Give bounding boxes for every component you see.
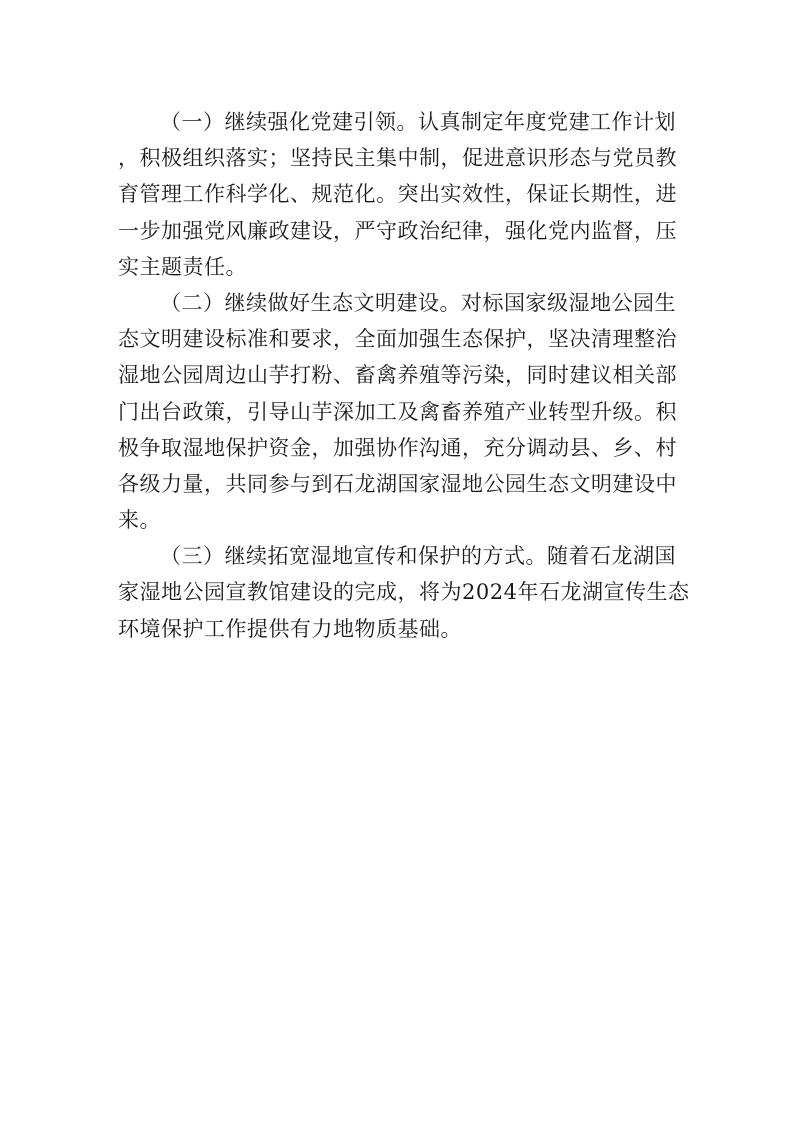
text-line: 态文明建设标准和要求，全面加强生态保护，坚决清理整治: [118, 327, 677, 352]
text-line: 湿地公园周边山芋打粉、畜禽养殖等污染，同时建议相关部: [118, 363, 677, 388]
text-line: 来。: [118, 508, 161, 533]
text-line: 育管理工作科学化、规范化。突出实效性，保证长期性，进: [118, 182, 677, 207]
text-line: 环境保护工作提供有力地物质基础。: [118, 616, 462, 641]
text-line: ，积极组织落实；坚持民主集中制，促进意识形态与党员教: [118, 146, 677, 171]
text-line: 门出台政策，引导山芋深加工及禽畜养殖产业转型升级。积: [118, 399, 677, 424]
paragraph-party-building: [118, 104, 678, 285]
text-line: 家湿地公园宣教馆建设的完成，将为2024年石龙湖宣传生态: [118, 580, 690, 605]
text-line: 各级力量，共同参与到石龙湖国家湿地公园生态文明建设中: [118, 471, 677, 496]
text-line: （三）继续拓宽湿地宣传和保护的方式。随着石龙湖国: [160, 544, 676, 569]
text-line: 实主题责任。: [118, 254, 247, 279]
document-body: [118, 104, 690, 647]
paragraph-ecological-civilization: [118, 285, 678, 538]
paragraph-wetland-publicity: [118, 538, 690, 647]
text-line: （一）继续强化党建引领。认真制定年度党建工作计划: [160, 110, 676, 134]
text-line: 一步加强党风廉政建设，严守政治纪律，强化党内监督，压: [118, 218, 677, 243]
text-line: 极争取湿地保护资金，加强协作沟通，充分调动县、乡、村: [118, 435, 677, 460]
text-line: （二）继续做好生态文明建设。对标国家级湿地公园生: [160, 290, 676, 315]
